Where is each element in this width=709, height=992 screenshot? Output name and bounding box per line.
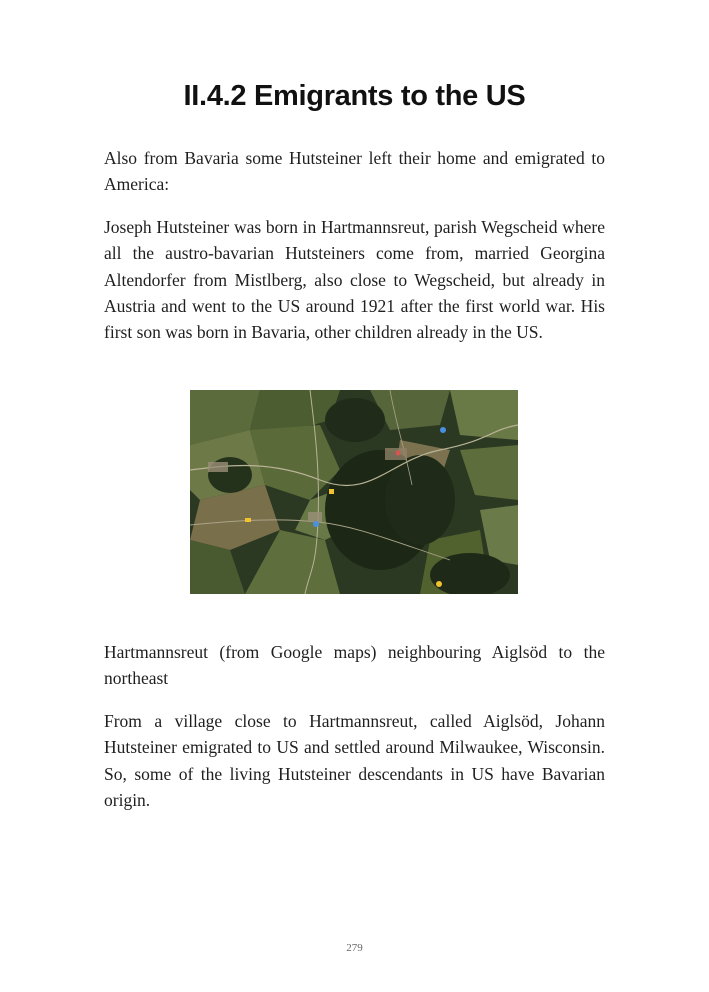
map-pin (440, 427, 446, 433)
intro-paragraph: Also from Bavaria some Hutsteiner left their home and emigrated to America: (104, 148, 605, 195)
map-pin (396, 451, 401, 456)
forest-area (325, 398, 385, 442)
map-pin (313, 521, 319, 527)
road-sign (245, 518, 251, 522)
page-number: 279 (346, 942, 363, 954)
johann-paragraph: From a village close to Hartmannsreut, called Aiglsöd, Johann Hutsteiner emigrated to US and settled around Milwaukee, Wisconsin. So, some of the living Hutsteiner descendants in US have Bavarian origin. (104, 711, 605, 810)
section-heading: II.4.2 Emigrants to the US (183, 80, 526, 112)
map-pin (436, 581, 442, 587)
village-area (308, 512, 322, 522)
village-area (208, 462, 228, 472)
joseph-paragraph: Joseph Hutsteiner was born in Hartmannsreut, parish Wegscheid where all the austro-bavarian Hutsteiners come from, married Georgina Altendorfer from Mistlberg, also close to Wegscheid, but already in Austria and went to the US around 1921 after the first world war. His first son was born in Bavaria, other children already in the US. (104, 217, 605, 343)
field-patch (450, 390, 518, 440)
road-sign (329, 489, 334, 494)
map-caption: Hartmannsreut (from Google maps) neighbouring Aiglsöd to the northeast (104, 642, 605, 689)
map-graphic (190, 390, 518, 594)
satellite-map-image (190, 390, 518, 594)
